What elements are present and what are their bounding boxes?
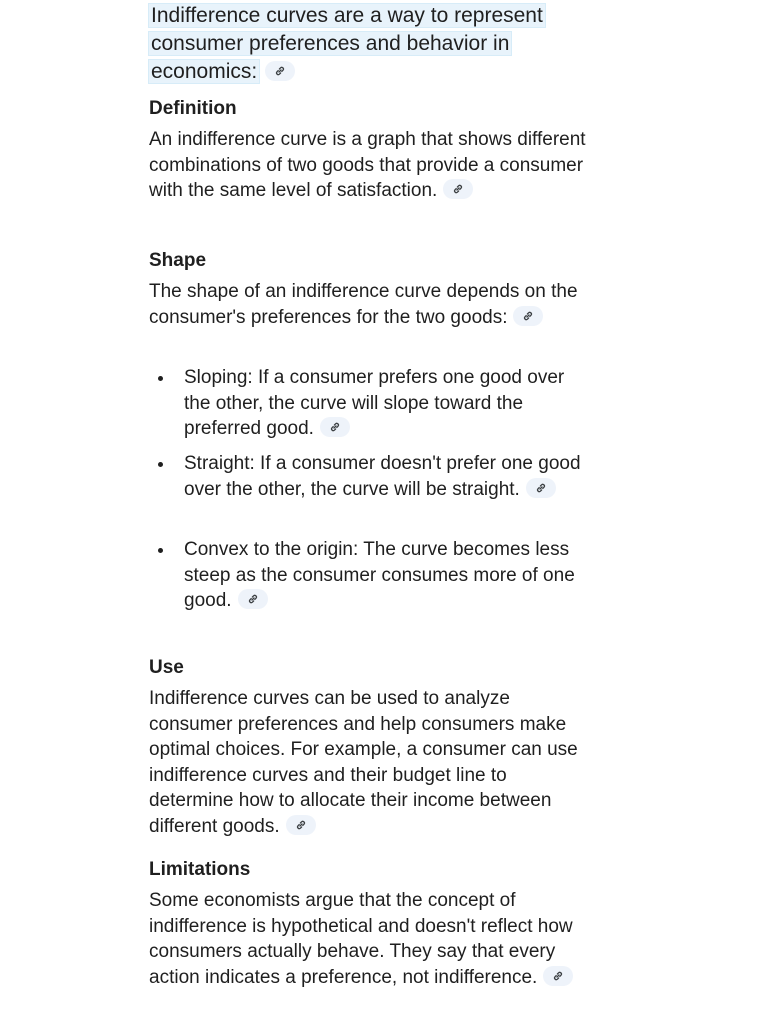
source-link-chip[interactable] [513, 306, 543, 326]
section-body-use [149, 686, 594, 839]
section-body-shape [149, 279, 594, 330]
source-link-chip[interactable] [543, 966, 573, 986]
section-title-shape: Shape [149, 250, 207, 271]
list-item-text [184, 451, 594, 502]
source-link-chip[interactable] [443, 179, 473, 199]
link-icon [535, 482, 547, 494]
section-title-use: Use [149, 657, 184, 678]
link-icon [452, 183, 464, 195]
link-icon [329, 421, 341, 433]
link-icon [552, 970, 564, 982]
source-link-chip[interactable] [265, 61, 295, 81]
link-icon [274, 65, 286, 77]
link-icon [295, 819, 307, 831]
bullet-dot [158, 462, 163, 467]
section-title-definition: Definition [149, 98, 237, 119]
link-icon [522, 310, 534, 322]
bullet-dot [158, 376, 163, 381]
list-item-text [184, 537, 594, 614]
section-title-limitations: Limitations [149, 859, 251, 880]
response-heading [149, 2, 599, 86]
shape-text: The shape of an indifference curve depends on the consumer's preferences for the two goods: [149, 281, 578, 328]
definition-text: An indifference curve is a graph that shows different combinations of two goods that provide a consumer with the same level of satisfaction. [149, 129, 586, 201]
limitations-text: Some economists argue that the concept of indifference is hypothetical and doesn't reflect how consumers actually behave. They say that every action indicates a preference, not indifference. [149, 890, 573, 988]
section-body-limitations [149, 888, 594, 990]
section-body-definition [149, 127, 594, 204]
use-text: Indifference curves can be used to analyze consumer preferences and help consumers make optimal choices. For example, a consumer can use indifference curves and their budget line to determine how to allocate their income between different goods. [149, 688, 578, 837]
source-link-chip[interactable] [238, 589, 268, 609]
bullet-dot [158, 548, 163, 553]
source-link-chip[interactable] [526, 478, 556, 498]
source-link-chip[interactable] [320, 417, 350, 437]
list-item-text [184, 365, 594, 442]
source-link-chip[interactable] [286, 815, 316, 835]
highlighted-heading-text: Indifference curves are a way to represent consumer preferences and behavior in economics: [151, 4, 543, 83]
bullet-text: Sloping: If a consumer prefers one good over the other, the curve will slope toward the preferred good. [184, 367, 565, 439]
bullet-text: Straight: If a consumer doesn't prefer one good over the other, the curve will be straight. [184, 453, 581, 500]
link-icon [247, 593, 259, 605]
bullet-text: Convex to the origin: The curve becomes less steep as the consumer consumes more of one good. [184, 539, 575, 611]
